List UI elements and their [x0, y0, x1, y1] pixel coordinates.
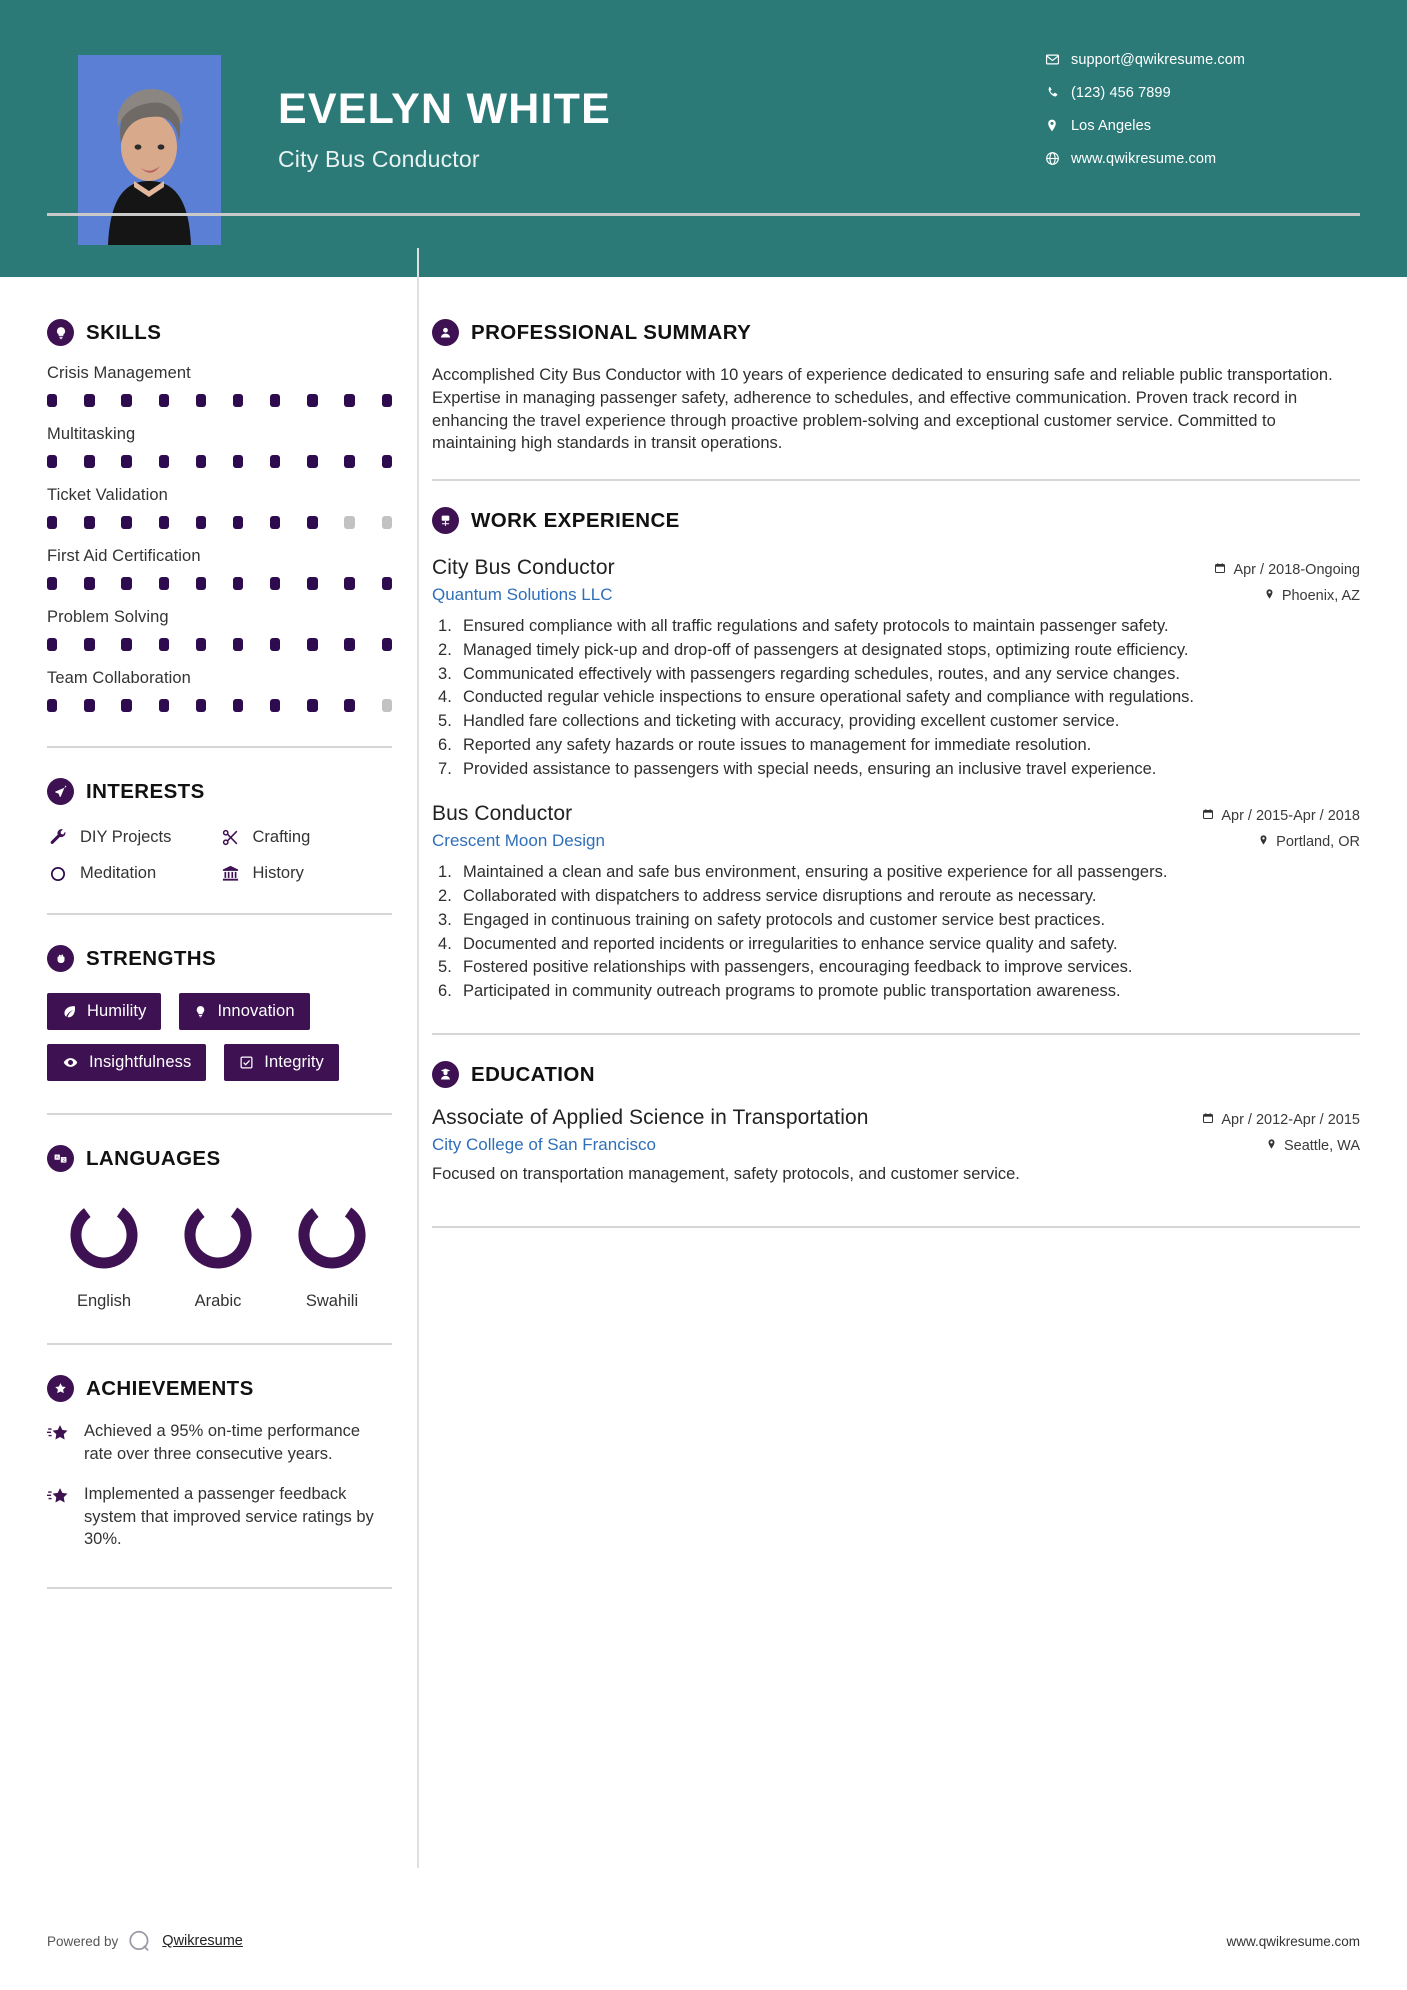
job-top-row — [432, 556, 1360, 580]
divider-achievements — [47, 1587, 392, 1589]
rating-dot-filled — [84, 577, 94, 590]
interest-label: Crafting — [252, 828, 311, 846]
envelope-icon — [1045, 52, 1071, 67]
divider-strengths — [47, 1113, 392, 1115]
languages-title: LANGUAGES — [86, 1146, 221, 1170]
rating-dot-filled — [270, 638, 280, 651]
skill-label: First Aid Certification — [47, 547, 201, 565]
job-sub-row — [432, 831, 1360, 851]
language-label: Arabic — [194, 1292, 242, 1310]
globe-icon — [1045, 151, 1071, 166]
rating-dot-filled — [47, 516, 57, 529]
achievement-text: Implemented a passenger feedback system that improved service ratings by 30%. — [84, 1485, 374, 1549]
education-sub-row — [432, 1135, 1360, 1155]
location-pin-icon — [1045, 118, 1071, 133]
rating-dot-filled — [159, 577, 169, 590]
contact-phone-value: (123) 456 7899 — [1071, 84, 1171, 101]
rating-dot-filled — [382, 455, 392, 468]
skills-title: SKILLS — [86, 320, 162, 344]
skill-label: Crisis Management — [47, 364, 191, 382]
bulb-icon — [194, 1004, 207, 1019]
education-description: Focused on transportation management, safety protocols, and customer service. — [432, 1165, 1020, 1184]
rating-dot-filled — [270, 577, 280, 590]
divider-summary — [432, 479, 1360, 481]
language-item — [161, 1198, 275, 1311]
rating-dot-filled — [84, 516, 94, 529]
divider-education — [432, 1226, 1360, 1228]
divider-interests — [47, 913, 392, 915]
strength-label: Innovation — [217, 1002, 295, 1020]
section-interests — [47, 778, 392, 883]
rating-dot-filled — [84, 394, 94, 407]
skill-label: Multitasking — [47, 425, 136, 443]
achievement-text: Achieved a 95% on-time performance rate over three consecutive years. — [84, 1422, 361, 1463]
job-bullet-list — [432, 615, 1360, 780]
rating-dot-filled — [344, 699, 354, 712]
column-divider — [417, 248, 419, 1868]
shooting-star-icon — [47, 1483, 72, 1551]
rating-dot-filled — [344, 577, 354, 590]
rating-dot-filled — [196, 638, 206, 651]
job-dates — [1202, 808, 1360, 824]
rating-dot-filled — [344, 394, 354, 407]
rating-dot-filled — [270, 455, 280, 468]
job-sub-row — [432, 585, 1360, 605]
resume-header — [0, 0, 1407, 277]
rating-dot-filled — [382, 638, 392, 651]
achievement-item — [47, 1483, 392, 1551]
rating-dot-filled — [233, 516, 243, 529]
rating-dot-filled — [47, 455, 57, 468]
strength-chip — [47, 1044, 206, 1081]
job-title: City Bus Conductor — [432, 556, 615, 580]
section-skills — [47, 319, 392, 712]
calendar-icon — [1202, 1112, 1214, 1128]
job-entry — [432, 802, 1360, 1003]
divider-languages — [47, 1343, 392, 1345]
achievements-list — [47, 1420, 392, 1551]
rating-dot-filled — [84, 699, 94, 712]
job-bullet: Conducted regular vehicle inspections to ensure operational safety and compliance with regulations. — [463, 688, 1195, 707]
resume-body — [0, 277, 1407, 1589]
degree-title: Associate of Applied Science in Transportation — [432, 1106, 869, 1130]
shooting-star-icon — [47, 1420, 72, 1465]
rating-dot-filled — [196, 699, 206, 712]
job-location — [1264, 588, 1360, 604]
rating-dot-filled — [121, 455, 131, 468]
interest-item — [47, 864, 220, 883]
rating-dot-filled — [47, 577, 57, 590]
rating-dot-empty — [382, 699, 392, 712]
rating-dot-filled — [307, 394, 317, 407]
jobs-list — [432, 556, 1360, 1003]
rating-dot-filled — [233, 455, 243, 468]
strength-label: Humility — [87, 1002, 147, 1020]
achievements-title: ACHIEVEMENTS — [86, 1376, 254, 1400]
powered-by — [47, 1928, 243, 1954]
rating-dot-empty — [382, 516, 392, 529]
rating-dot-filled — [121, 394, 131, 407]
paper-plane-icon — [47, 778, 74, 805]
interest-item — [220, 864, 393, 883]
strengths-heading — [47, 945, 392, 972]
education-entry — [432, 1106, 1360, 1186]
rating-dot-filled — [196, 577, 206, 590]
school-name[interactable]: City College of San Francisco — [432, 1135, 656, 1155]
rating-dot-filled — [84, 638, 94, 651]
rating-dot-filled — [270, 699, 280, 712]
wrench-icon — [47, 828, 69, 847]
contact-email[interactable] — [1045, 43, 1345, 76]
contact-phone[interactable] — [1045, 76, 1345, 109]
footer — [47, 1928, 1360, 1954]
footer-website[interactable]: www.qwikresume.com — [1226, 1933, 1360, 1949]
svg-text:A: A — [55, 1154, 59, 1160]
education-location — [1266, 1138, 1360, 1154]
languages-heading — [47, 1145, 392, 1172]
job-location-value: Phoenix, AZ — [1281, 588, 1360, 605]
eye-icon — [62, 1055, 79, 1070]
header-divider — [47, 213, 1360, 216]
job-location-value: Portland, OR — [1276, 834, 1360, 851]
rating-dot-filled — [233, 394, 243, 407]
sidebar — [0, 277, 392, 1589]
powered-by-label: Powered by — [47, 1933, 119, 1949]
rating-dot-filled — [270, 516, 280, 529]
divider-skills — [47, 746, 392, 748]
language-label: Swahili — [305, 1292, 359, 1310]
education-top-row — [432, 1106, 1360, 1130]
language-donut-chart — [295, 1198, 369, 1272]
skill-rating — [47, 455, 392, 468]
strength-chip — [179, 993, 309, 1030]
leaf-icon — [62, 1004, 77, 1019]
job-dates-value: Apr / 2018-Ongoing — [1233, 562, 1360, 579]
rating-dot-filled — [233, 577, 243, 590]
location-pin-icon — [1258, 834, 1269, 850]
calendar-icon — [1202, 808, 1214, 824]
location-pin-icon — [1264, 588, 1275, 604]
graduate-icon — [432, 1061, 459, 1088]
language-item — [47, 1198, 161, 1311]
job-bullet: Collaborated with dispatchers to address service disruptions and reroute as necessary. — [463, 887, 1097, 906]
section-summary — [432, 319, 1360, 455]
strengths-title: STRENGTHS — [86, 946, 217, 970]
rating-dot-filled — [233, 699, 243, 712]
rating-dot-filled — [233, 638, 243, 651]
rating-dot-filled — [196, 394, 206, 407]
rating-dot-filled — [121, 516, 131, 529]
job-location — [1258, 834, 1360, 850]
strength-chip — [224, 1044, 339, 1081]
job-dates-value: Apr / 2015-Apr / 2018 — [1221, 808, 1360, 825]
achievements-heading — [47, 1375, 392, 1402]
skill-label: Problem Solving — [47, 608, 169, 626]
skill-rating — [47, 394, 392, 407]
phone-icon — [1045, 85, 1071, 100]
interests-title: INTERESTS — [86, 779, 205, 803]
rating-dot-filled — [270, 394, 280, 407]
strengths-list — [47, 993, 392, 1081]
museum-icon — [220, 864, 242, 883]
main-content — [392, 277, 1407, 1589]
rating-dot-filled — [196, 516, 206, 529]
work-heading — [432, 507, 1360, 534]
divider-work — [432, 1033, 1360, 1035]
strength-chip — [47, 993, 161, 1030]
svg-text:文: 文 — [61, 1157, 66, 1163]
job-bullet: Communicated effectively with passengers regarding schedules, routes, and any service changes. — [463, 664, 1180, 683]
rating-dot-filled — [121, 577, 131, 590]
section-work-experience — [432, 507, 1360, 1003]
rating-dot-filled — [307, 455, 317, 468]
job-bullet: Maintained a clean and safe bus environment, ensuring a positive experience for all passengers. — [463, 863, 1168, 882]
interest-item — [220, 828, 393, 847]
rating-dot-filled — [84, 455, 94, 468]
rating-dot-filled — [307, 516, 317, 529]
section-strengths — [47, 945, 392, 1081]
interest-label: DIY Projects — [80, 828, 172, 846]
lightbulb-icon — [47, 319, 74, 346]
job-bullet: Ensured compliance with all traffic regulations and safety protocols to maintain passenger safety. — [463, 617, 1169, 636]
rating-dot-filled — [344, 455, 354, 468]
skill-label: Team Collaboration — [47, 669, 191, 687]
job-entry — [432, 556, 1360, 780]
scissors-icon — [220, 828, 242, 847]
rating-dot-filled — [159, 516, 169, 529]
contact-list — [1045, 43, 1345, 175]
section-achievements — [47, 1375, 392, 1551]
summary-heading — [432, 319, 1360, 346]
rating-dot-filled — [159, 638, 169, 651]
summary-title: PROFESSIONAL SUMMARY — [471, 320, 752, 344]
skill-rating — [47, 516, 392, 529]
job-bullet: Provided assistance to passengers with special needs, ensuring an inclusive travel experience. — [463, 759, 1157, 778]
interest-label: History — [252, 864, 304, 882]
job-bullet: Handled fare collections and ticketing with accuracy, providing excellent customer service. — [463, 712, 1120, 731]
rating-dot-filled — [344, 638, 354, 651]
education-location-value: Seattle, WA — [1283, 1138, 1360, 1155]
job-bullet: Documented and reported incidents or irregularities to enhance service quality and safety. — [463, 934, 1118, 953]
job-company[interactable]: Crescent Moon Design — [432, 831, 605, 851]
job-bullet: Participated in community outreach programs to promote public transportation awareness. — [463, 982, 1121, 1001]
education-dates — [1202, 1112, 1360, 1128]
job-title: Bus Conductor — [432, 802, 573, 826]
rating-dot-filled — [159, 455, 169, 468]
star-badge-icon — [47, 1375, 74, 1402]
skill-rating — [47, 577, 392, 590]
qwikresume-logo-icon — [127, 1928, 153, 1954]
rating-dot-filled — [382, 577, 392, 590]
rating-dot-filled — [47, 638, 57, 651]
job-top-row — [432, 802, 1360, 826]
language-donut-chart — [181, 1198, 255, 1272]
name-block — [278, 55, 611, 173]
calendar-icon — [1214, 562, 1226, 578]
education-heading — [432, 1061, 1360, 1088]
office-chair-icon — [432, 507, 459, 534]
rating-dot-filled — [47, 394, 57, 407]
achievement-item — [47, 1420, 392, 1465]
job-bullet-list — [432, 861, 1360, 1003]
language-item — [275, 1198, 389, 1311]
language-donut-chart — [67, 1198, 141, 1272]
summary-text: Accomplished City Bus Conductor with 10 years of experience dedicated to ensuring safe and reliable public transportation. Expertise in managing passenger safety, adherence to schedules, and effective communication. Proven track record in enhancing the travel experience through proactive problem-solving and exceptional customer service. Committed to maintaining high standards in transit operations. — [432, 366, 1333, 453]
skill-rating — [47, 699, 392, 712]
rating-dot-filled — [196, 455, 206, 468]
interests-list — [47, 811, 392, 883]
rating-dot-filled — [307, 699, 317, 712]
skills-list — [47, 364, 392, 712]
language-label: English — [76, 1292, 132, 1310]
interest-item — [47, 828, 220, 847]
work-title: WORK EXPERIENCE — [471, 508, 680, 532]
candidate-name: EVELYN WHITE — [278, 85, 611, 133]
skills-heading — [47, 319, 392, 346]
skill-label: Ticket Validation — [47, 486, 168, 504]
rating-dot-filled — [121, 638, 131, 651]
location-pin-icon — [1266, 1138, 1277, 1154]
job-bullet: Managed timely pick-up and drop-off of passengers at designated stops, optimizing route efficiency. — [463, 640, 1189, 659]
education-title: EDUCATION — [471, 1062, 595, 1086]
circle-icon — [47, 865, 69, 883]
rating-dot-filled — [159, 699, 169, 712]
strength-label: Insightfulness — [89, 1053, 192, 1071]
languages-list — [47, 1198, 392, 1311]
rating-dot-filled — [307, 577, 317, 590]
check-square-icon — [239, 1055, 254, 1070]
strength-label: Integrity — [264, 1053, 324, 1071]
rating-dot-filled — [47, 699, 57, 712]
contact-website[interactable] — [1045, 142, 1345, 175]
job-dates — [1214, 562, 1360, 578]
education-dates-value: Apr / 2012-Apr / 2015 — [1221, 1112, 1360, 1129]
fist-icon — [47, 945, 74, 972]
job-company[interactable]: Quantum Solutions LLC — [432, 585, 613, 605]
rating-dot-filled — [382, 394, 392, 407]
job-bullet: Fostered positive relationships with passengers, encouraging feedback to improve services. — [463, 958, 1133, 977]
avatar — [78, 55, 221, 245]
contact-location-value: Los Angeles — [1071, 117, 1152, 134]
contact-email-value: support@qwikresume.com — [1071, 51, 1246, 68]
job-bullet: Engaged in continuous training on safety protocols and customer service best practices. — [463, 910, 1106, 929]
rating-dot-filled — [121, 699, 131, 712]
section-education — [432, 1061, 1360, 1186]
rating-dot-filled — [307, 638, 317, 651]
rating-dot-filled — [159, 394, 169, 407]
skill-rating — [47, 638, 392, 651]
section-languages — [47, 1145, 392, 1311]
candidate-role: City Bus Conductor — [278, 146, 480, 172]
contact-website-value: www.qwikresume.com — [1071, 150, 1217, 167]
interests-heading — [47, 778, 392, 805]
rating-dot-empty — [344, 516, 354, 529]
interest-label: Meditation — [80, 864, 157, 882]
job-bullet: Reported any safety hazards or route issues to management for immediate resolution. — [463, 735, 1092, 754]
user-circle-icon — [432, 319, 459, 346]
translate-icon — [47, 1145, 74, 1172]
qwikresume-brand-link[interactable]: Qwikresume — [162, 1933, 243, 1949]
contact-location — [1045, 109, 1345, 142]
